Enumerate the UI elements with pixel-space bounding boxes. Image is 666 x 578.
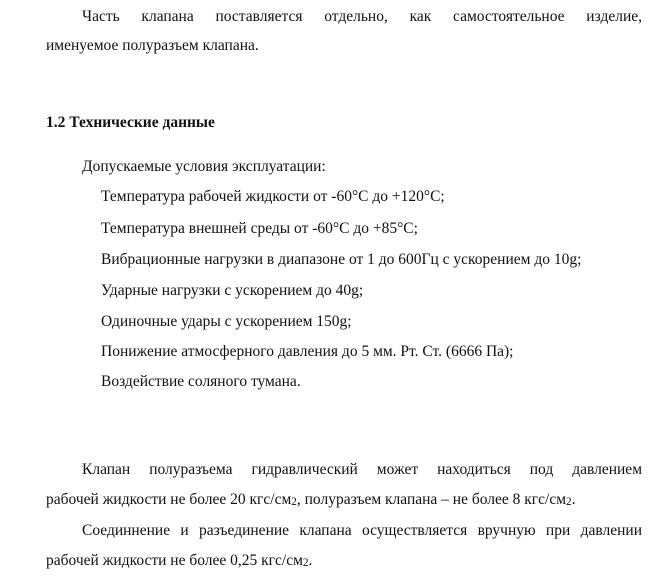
- pressure-text-a: рабочей жидкости не более 20 кгс/см: [46, 491, 292, 508]
- unit-superscript: 2: [566, 495, 572, 508]
- unit-superscript: 2: [302, 556, 309, 569]
- condition-item-6: Понижение атмосферного давления до 5 мм. Рт. Ст. (6666 Па);: [101, 343, 514, 360]
- unit-superscript: 2: [291, 495, 297, 508]
- connection-line-2: [46, 551, 312, 572]
- condition-item-7: Воздействие соляного тумана.: [101, 373, 301, 390]
- connection-text-a: рабочей жидкости не более 0,25 кгс/см: [46, 552, 303, 569]
- condition-item-4: Ударные нагрузки с ускорением до 40g;: [101, 282, 364, 299]
- intro-line-1: Часть клапана поставляется отдельно, как самостоятельное изделие,: [82, 8, 642, 25]
- intro-line-2: именуемое полуразъем клапана.: [46, 37, 259, 54]
- connection-line-1: Соединнение и разъединение клапана осуществляется вручную при давлении: [82, 522, 642, 539]
- section-heading: 1.2 Технические данные: [46, 114, 215, 131]
- condition-item-5: Одиночные удары с ускорением 150g;: [101, 313, 352, 330]
- pressure-text-b: , полуразъем клапана – не более 8 кгс/см: [296, 491, 567, 508]
- connection-text-b: .: [308, 552, 313, 569]
- conditions-intro: Допускаемые условия эксплуатации:: [82, 158, 326, 175]
- pressure-line-1: Клапан полуразъема гидравлический может находиться под давлением: [82, 461, 642, 478]
- condition-item-3: Вибрационные нагрузки в диапазоне от 1 до 600Гц с ускорением до 10g;: [101, 251, 582, 268]
- pressure-text-c: .: [571, 491, 576, 508]
- condition-item-2: Температура внешней среды от -60°С до +85°С;: [101, 220, 418, 237]
- condition-item-1: Температура рабочей жидкости от -60°С до +120°С;: [101, 188, 445, 205]
- pressure-line-2: [46, 490, 576, 511]
